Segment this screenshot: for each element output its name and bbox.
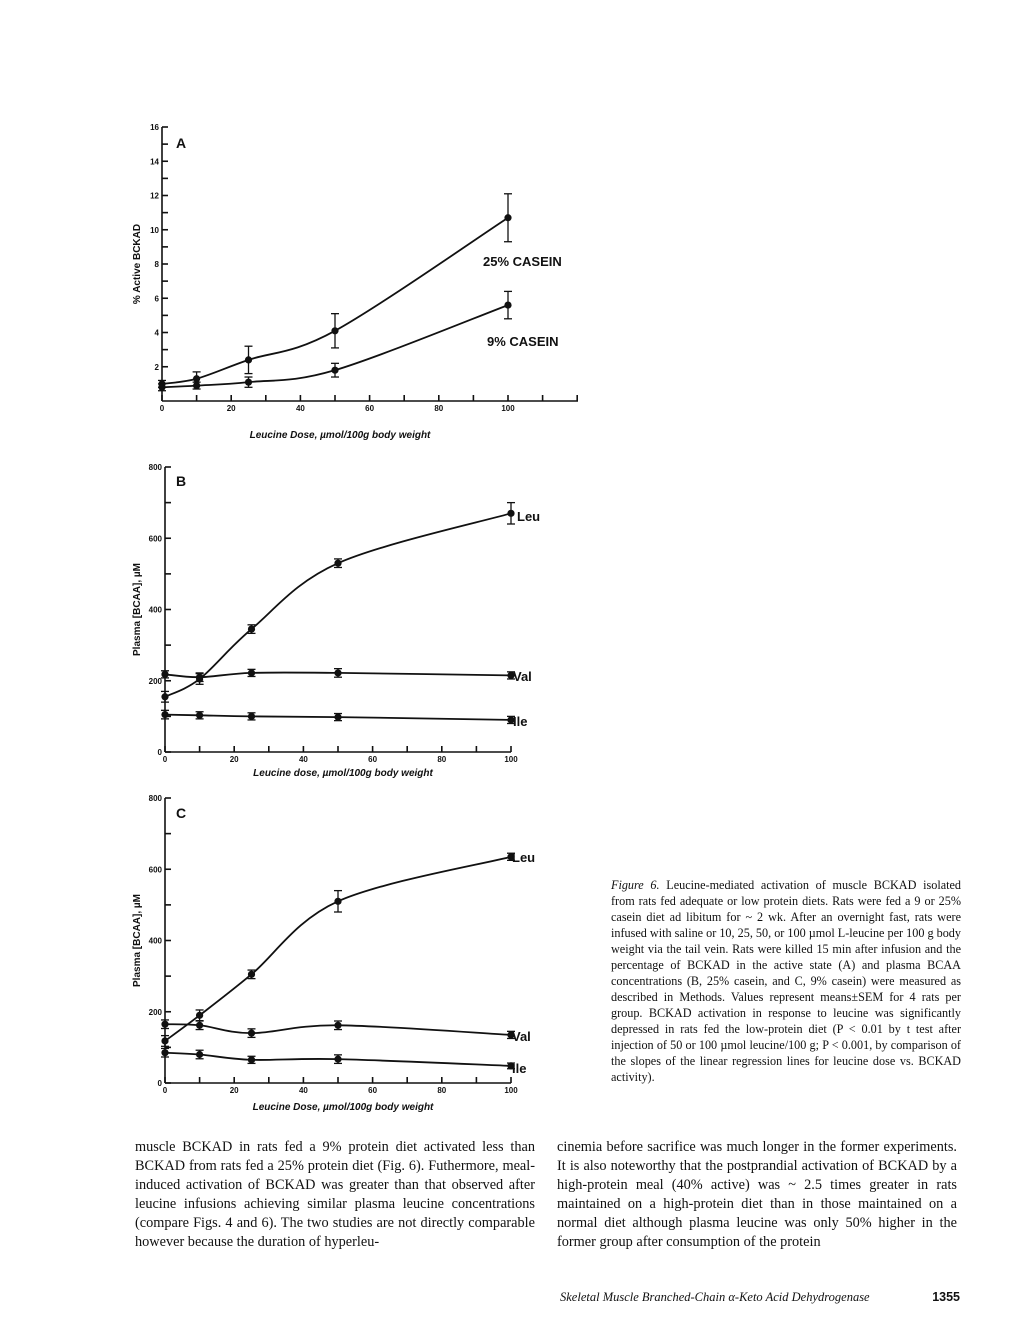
y-tick-label: 800 [148, 794, 162, 803]
data-point [161, 1021, 168, 1028]
x-tick-label: 0 [159, 404, 165, 413]
y-tick-label: 12 [150, 191, 159, 201]
data-point [161, 1049, 168, 1056]
series-label: Leu [512, 850, 536, 865]
y-tick-label: 400 [148, 936, 162, 946]
x-tick-label: 80 [437, 1086, 447, 1095]
series-label: Ile [513, 714, 528, 729]
x-tick-label: 80 [437, 755, 447, 764]
x-tick-label: 20 [226, 404, 236, 413]
panel-label: C [176, 805, 187, 821]
y-tick-label: 800 [148, 463, 162, 472]
series-label: 9% CASEIN [487, 334, 559, 349]
data-point [196, 1022, 203, 1029]
x-tick-label: 80 [434, 404, 444, 413]
series-line-leu [165, 857, 511, 1041]
running-title: Skeletal Muscle Branched-Chain α-Keto Acid Dehydrogenase [560, 1290, 870, 1304]
y-tick-label: 0 [157, 748, 162, 757]
caption-text: Leucine-mediated activation of muscle BCKAD isolated from rats fed adequate or low protein diets. Rats were fed a 9 or 25% casein diet ad libitum for ~ 2 wk. After an overnight fast, rats were infused with saline or 10, 25, 50, or 100 µmol L-leucine per 100 g body weight via the tail vein. Rats were killed 15 min after infusion and the percentage of BCKAD in the active state (A) and plasma BCAA concentrations (B, 25% casein, and C, 9% casein) were measured as described in Methods. Values represent means±SEM for 4 rats per group. BCKAD activation in response to leucine was significantly depressed in rats fed the low-protein diet (P < 0.01 by t test after injection of 50 or 100 µmol leucine/100 g; P < 0.001, by comparison of the slopes of the linear regression lines for leucine dose vs. BCKAD activity). [611, 878, 962, 1084]
y-tick-label: 200 [148, 1007, 162, 1017]
series-label: Val [512, 1029, 531, 1044]
y-tick-label: 600 [148, 865, 162, 875]
x-tick-label: 0 [162, 1086, 168, 1095]
x-tick-label: 0 [162, 755, 168, 764]
y-tick-label: 600 [148, 534, 162, 544]
y-tick-label: 10 [150, 225, 159, 235]
x-axis-label: Leucine Dose, µmol/100g body weight [252, 1102, 434, 1113]
series-label: Leu [517, 509, 541, 524]
x-axis-label: Leucine Dose, µmol/100g body weight [249, 430, 431, 441]
data-point [334, 1056, 341, 1063]
y-tick-label: 4 [154, 328, 159, 338]
x-tick-label: 60 [368, 1086, 378, 1095]
x-axis-label: Leucine dose, µmol/100g body weight [253, 768, 433, 779]
data-point [196, 1051, 203, 1058]
data-point [334, 898, 341, 905]
y-tick-label: 16 [150, 123, 159, 132]
y-tick-label: 14 [150, 157, 159, 167]
body-text-right-column: cinemia before sacrifice was much longer in the former experiments. It is also noteworthy that the postprandial activation of BCKAD by a high-protein meal (40% active) was ~ 2.5 times greater in rats maintained on a high-protein diet than in those maintained on a normal diet although plasma leucine was only 50% higher in the former group after consumption of the protein [557, 1139, 957, 1250]
y-axis-label: % Active BCKAD [132, 223, 143, 305]
x-tick-label: 40 [295, 404, 305, 413]
series-label: Ile [512, 1061, 527, 1076]
x-tick-label: 20 [229, 1086, 239, 1095]
y-tick-label: 8 [154, 260, 159, 269]
panel-label: B [176, 473, 187, 489]
data-point [334, 1022, 341, 1029]
series-label: Val [513, 669, 532, 684]
y-tick-label: 0 [157, 1079, 162, 1088]
x-tick-label: 20 [229, 755, 239, 764]
page-number: 1355 [932, 1290, 960, 1304]
x-tick-label: 60 [368, 755, 378, 764]
y-tick-label: 6 [154, 294, 159, 304]
data-point [248, 971, 255, 978]
data-point [161, 1037, 168, 1044]
y-axis-label: Plasma [BCAA], µM [132, 563, 143, 656]
data-point [248, 1030, 255, 1037]
x-tick-label: 100 [504, 1086, 518, 1095]
y-tick-label: 400 [148, 605, 162, 615]
x-tick-label: 40 [298, 1086, 308, 1095]
figure-caption [611, 877, 961, 1085]
y-axis-label: Plasma [BCAA], µM [132, 894, 143, 987]
body-text-left-column: muscle BCKAD in rats fed a 9% protein diet activated less than BCKAD from rats fed a 25% protein diet (Fig. 6). Futhermore, meal-induced activation of BCKAD was greater than that observed after leucine infusions achieving similar plasma leucine concentrations (compare Figs. 4 and 6). The two studies are not directly comparable however because the duration of hyperleu- [135, 1139, 535, 1250]
y-tick-label: 2 [154, 362, 159, 372]
panel-label: A [176, 135, 187, 151]
x-tick-label: 60 [365, 404, 375, 413]
series-label: 25% CASEIN [483, 254, 562, 269]
x-tick-label: 100 [504, 755, 518, 764]
figure-label: Figure 6. [611, 878, 660, 892]
x-tick-label: 100 [501, 404, 515, 413]
data-point [196, 1012, 203, 1019]
x-tick-label: 40 [298, 755, 308, 764]
y-tick-label: 200 [148, 676, 162, 686]
page-footer [560, 1290, 960, 1305]
data-point [248, 1056, 255, 1063]
